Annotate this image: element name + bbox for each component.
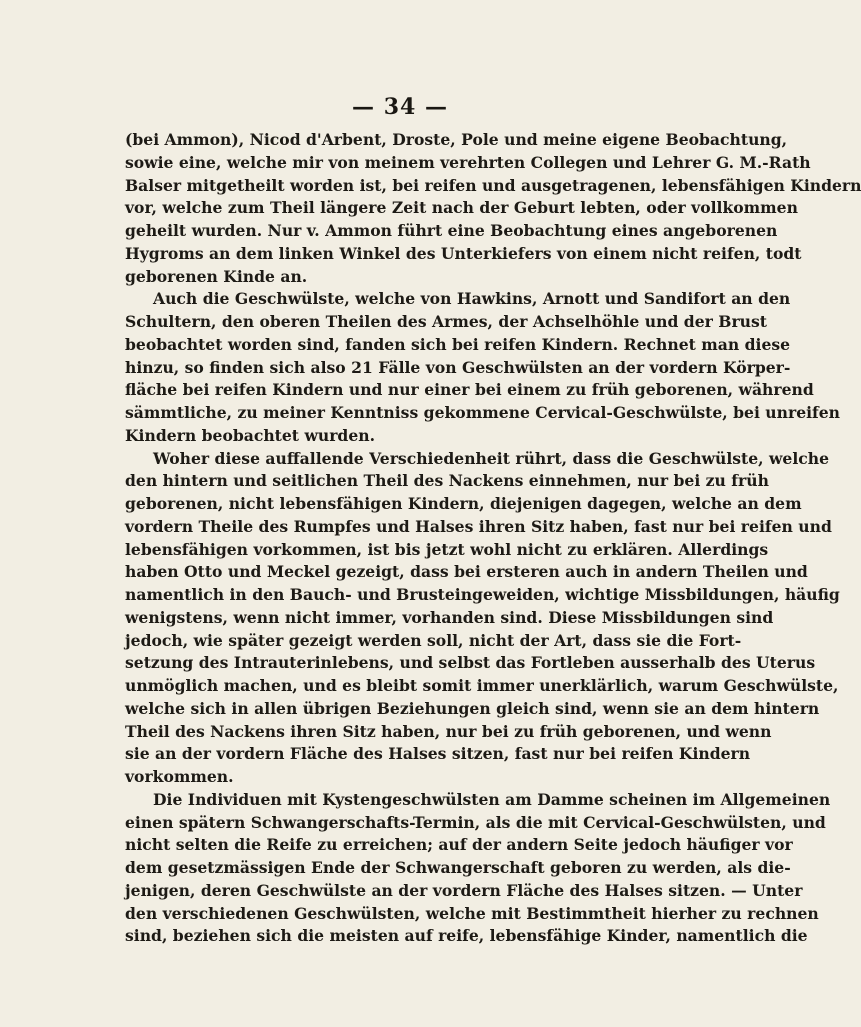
text-line: dem gesetzmässigen Ende der Schwangerschaft geboren zu werden, als die-: [125, 858, 791, 877]
text-line: jenigen, deren Geschwülste an der vordern Fläche des Halses sitzen. — Unter: [125, 880, 803, 900]
text-line: welche sich in allen übrigen Beziehungen gleich sind, wenn sie an dem hintern: [125, 698, 820, 718]
text-line: geborenen, nicht lebensfähigen Kindern, diejenigen dagegen, welche an dem: [125, 494, 802, 513]
text-line: Balser mitgetheilt worden ist, bei reifen und ausgetragenen, lebensfähigen Kindern: [125, 175, 861, 195]
text-line: (bei Ammon), Nicod d'Arbent, Droste, Pole und meine eigene Beobachtung,: [125, 130, 788, 149]
text-line: setzung des Intrauterinlebens, und selbst das Fortleben ausserhalb des Uterus: [125, 653, 816, 673]
text-line: sämmtliche, zu meiner Kenntniss gekommene Cervical-Geschwülste, bei unreifen: [125, 403, 841, 422]
text-line: wenigstens, wenn nicht immer, vorhanden sind. Diese Missbildungen sind: [125, 607, 774, 627]
text-line: Woher diese auffallende Verschiedenheit rührt, dass die Geschwülste, welche: [153, 448, 830, 468]
text-line: Schultern, den oberen Theilen des Armes, der Achselhöhle und der Brust: [125, 312, 767, 331]
text-line: Kindern beobachtet wurden.: [125, 425, 376, 445]
text-line: Auch die Geschwülste, welche von Hawkins, Arnott und Sandifort an den: [153, 289, 791, 309]
text-line: unmöglich machen, und es bleibt somit immer unerklärlich, warum Geschwülste,: [125, 676, 839, 695]
text-line: beobachtet worden sind, fanden sich bei reifen Kindern. Rechnet man diese: [125, 334, 791, 354]
text-line: nicht selten die Reife zu erreichen; auf der andern Seite jedoch häufiger vor: [125, 835, 793, 855]
text-line: vorkommen.: [125, 767, 234, 786]
text-line: Theil des Nackens ihren Sitz haben, nur bei zu früh geborenen, und wenn: [125, 721, 772, 741]
text-line: Die Individuen mit Kystengeschwülsten am Damme scheinen im Allgemeinen: [153, 789, 831, 809]
page-number: — 34 —: [352, 94, 448, 120]
text-line: sie an der vordern Fläche des Halses sitzen, fast nur bei reifen Kindern: [125, 744, 751, 764]
text-line: namentlich in den Bauch- und Brusteingeweiden, wichtige Missbildungen, häufig: [125, 585, 840, 604]
text-line: vordern Theile des Rumpfes und Halses ihren Sitz haben, fast nur bei reifen und: [125, 516, 832, 536]
text-line: einen spätern Schwangerschafts-Termin, als die mit Cervical-Geschwülsten, und: [125, 812, 826, 832]
text-line: sowie eine, welche mir von meinem verehrten Collegen und Lehrer G. M.-Rath: [125, 152, 811, 172]
text-line: Hygroms an dem linken Winkel des Unterkiefers von einem nicht reifen, todt: [125, 243, 802, 263]
text-line: geborenen Kinde an.: [125, 266, 308, 286]
text-line: lebensfähigen vorkommen, ist bis jetzt wohl nicht zu erklären. Allerdings: [125, 539, 769, 559]
text-line: geheilt wurden. Nur v. Ammon führt eine Beobachtung eines angeborenen: [125, 221, 778, 240]
text-line: haben Otto und Meckel gezeigt, dass bei ersteren auch in andern Theilen und: [125, 562, 808, 582]
text-line: den verschiedenen Geschwülsten, welche mit Bestimmtheit hierher zu rechnen: [125, 903, 819, 923]
body-text: [125, 129, 861, 948]
text-line: vor, welche zum Theil längere Zeit nach der Geburt lebten, oder vollkommen: [125, 198, 798, 218]
text-line: hinzu, so finden sich also 21 Fälle von Geschwülsten an der vordern Körper-: [125, 357, 791, 377]
text-line: jedoch, wie später gezeigt werden soll, nicht der Art, dass sie die Fort-: [125, 630, 742, 650]
text-line: den hintern und seitlichen Theil des Nackens einnehmen, nur bei zu früh: [125, 471, 769, 491]
text-line: sind, beziehen sich die meisten auf reife, lebensfähige Kinder, namentlich die: [125, 926, 808, 946]
text-line: fläche bei reifen Kindern und nur einer bei einem zu früh geborenen, während: [125, 380, 814, 400]
